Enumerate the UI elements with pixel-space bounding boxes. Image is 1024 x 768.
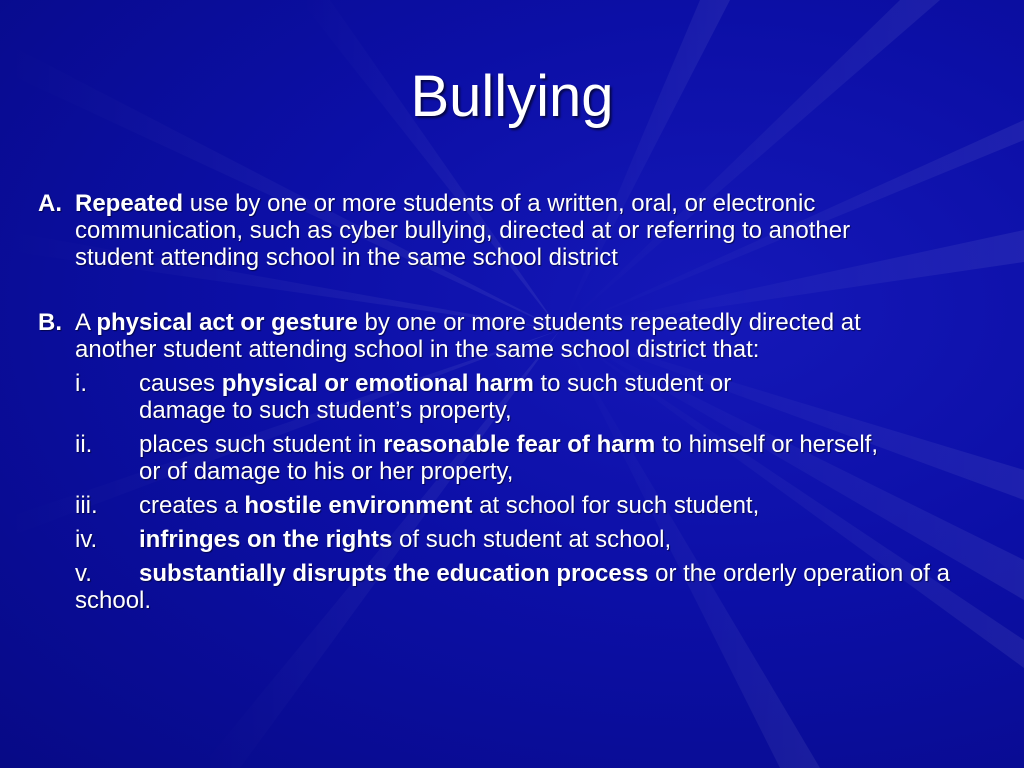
item-b-pre: A xyxy=(75,309,97,336)
subitem-pre: causes xyxy=(139,370,222,397)
subitem-post: to such student or damage to such student’s property, xyxy=(139,370,732,424)
subitem-iv xyxy=(38,526,899,553)
definition-item-a xyxy=(38,190,895,271)
subitem-bold: substantially disrupts the education process xyxy=(139,560,649,587)
subitem-post: or the orderly operation of a school. xyxy=(75,560,950,614)
item-a-marker: A. xyxy=(38,190,62,217)
subitem-post: of such student at school, xyxy=(392,526,672,553)
subitem-bold: reasonable fear of harm xyxy=(383,431,656,458)
subitem-number: v. xyxy=(75,560,92,587)
subitem-v xyxy=(38,560,955,614)
subitem-ii xyxy=(38,431,899,485)
item-a-text: use by one or more students of a written, oral, or electronic communication, such as cyber bullying, directed at or referring to another student attending school in the same school district xyxy=(75,190,851,271)
subitem-number: iv. xyxy=(75,526,98,553)
subitem-post: to himself or herself, or of damage to his or her property, xyxy=(139,431,879,485)
definition-item-b xyxy=(38,309,895,363)
subitem-bold: hostile environment xyxy=(244,492,473,519)
subitem-post: at school for such student, xyxy=(472,492,760,519)
subitem-number: i. xyxy=(75,370,87,397)
subitem-bold: infringes on the rights xyxy=(139,526,393,553)
subitem-pre: places such student in xyxy=(139,431,384,458)
item-b-marker: B. xyxy=(38,309,62,336)
subitem-pre: creates a xyxy=(139,492,245,519)
subitem-number: ii. xyxy=(75,431,93,458)
subitem-number: iii. xyxy=(75,492,98,519)
slide-title: Bullying xyxy=(410,64,614,129)
subitem-iii xyxy=(38,492,769,519)
subitem-bold: physical or emotional harm xyxy=(221,370,534,397)
subitem-i xyxy=(38,370,749,424)
item-a-bold: Repeated xyxy=(75,190,184,217)
item-b-bold: physical act or gesture xyxy=(96,309,358,336)
slide-body xyxy=(38,190,950,614)
item-b-text: by one or more students repeatedly directed at another student attending school in the same school district that: xyxy=(75,309,861,363)
